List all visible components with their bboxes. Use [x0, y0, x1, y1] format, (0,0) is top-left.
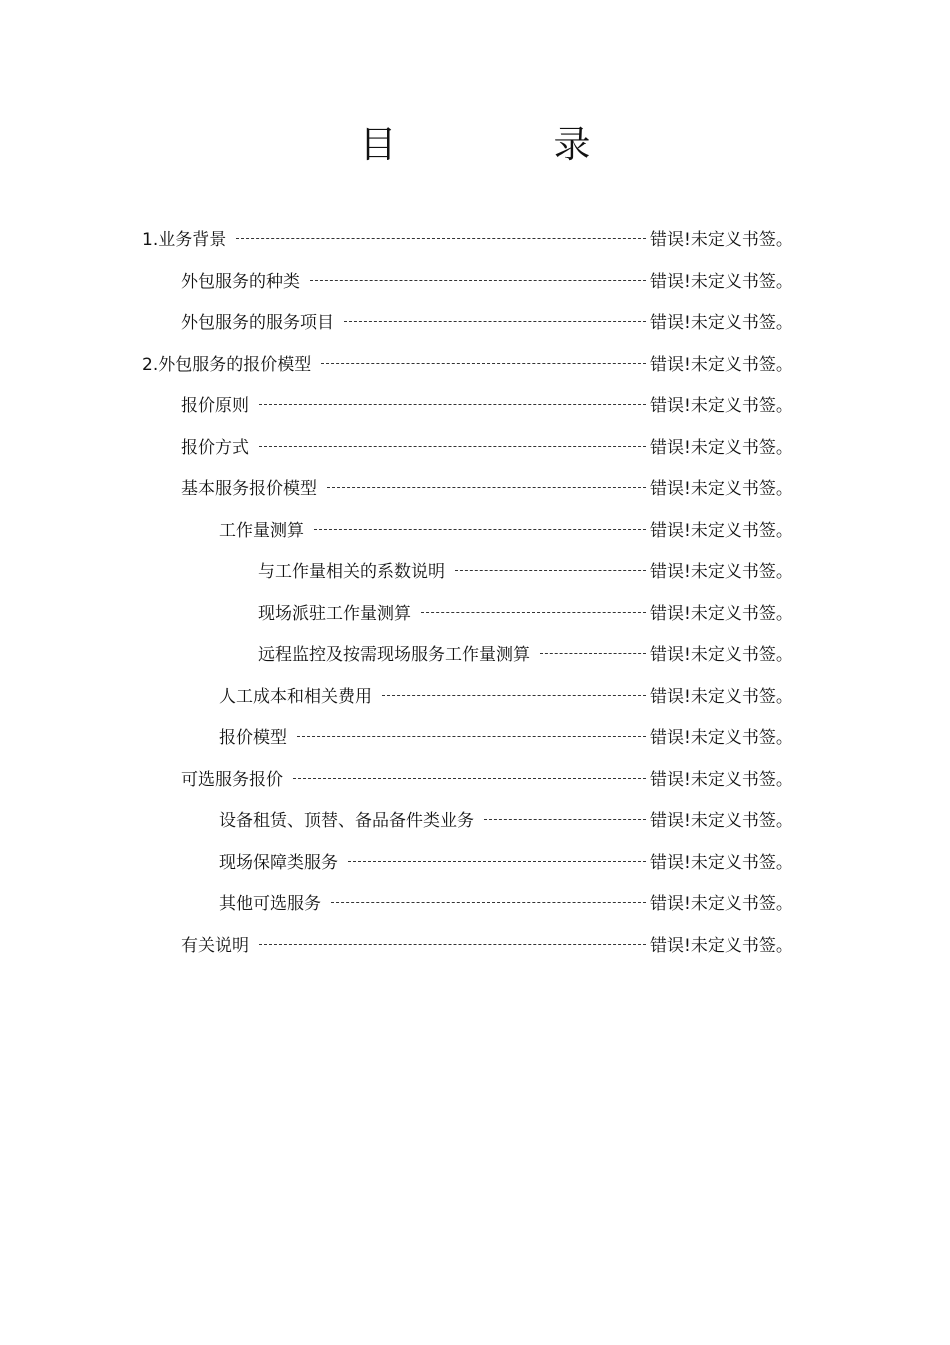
toc-entry[interactable] — [0, 217, 950, 259]
toc-dot-leader — [455, 570, 646, 571]
toc-dot-leader — [321, 363, 646, 364]
toc-entry[interactable] — [0, 591, 950, 633]
toc-dot-leader — [484, 819, 646, 820]
toc-entry[interactable] — [0, 425, 950, 467]
toc-entry-title: 可选服务报价 — [181, 769, 283, 790]
toc-entry-title: 远程监控及按需现场服务工作量测算 — [258, 645, 530, 666]
toc-entry-title: 基本服务报价模型 — [181, 479, 317, 500]
toc-entry-title: 人工成本和相关费用 — [219, 686, 372, 707]
toc-entry-page: 错误!未定义书签。 — [650, 396, 793, 417]
toc-entry-page: 错误!未定义书签。 — [650, 769, 793, 790]
toc-entry[interactable] — [0, 632, 950, 674]
toc-dot-leader — [421, 612, 646, 613]
toc-entry-page: 错误!未定义书签。 — [650, 603, 793, 624]
toc-entry-title: 有关说明 — [181, 935, 249, 956]
toc-entry-page: 错误!未定义书签。 — [650, 230, 793, 251]
toc-entry-title: 现场保障类服务 — [219, 852, 338, 873]
toc-entry-page: 错误!未定义书签。 — [650, 894, 793, 915]
toc-entry[interactable] — [0, 840, 950, 882]
toc-entry[interactable] — [0, 674, 950, 716]
toc-entry-title: 与工作量相关的系数说明 — [258, 562, 445, 583]
page-title: 目 录 — [359, 123, 651, 166]
toc-entry-title: 报价方式 — [181, 437, 249, 458]
toc-entry-title: 1.业务背景 — [142, 230, 227, 251]
toc-entry-page: 错误!未定义书签。 — [650, 686, 793, 707]
toc-entry-title: 设备租赁、顶替、备品备件类业务 — [219, 811, 474, 832]
toc-dot-leader — [259, 446, 646, 447]
toc-entry[interactable] — [0, 881, 950, 923]
toc-entry-title: 报价模型 — [219, 728, 287, 749]
toc-dot-leader — [293, 778, 646, 779]
toc-dot-leader — [327, 487, 646, 488]
toc-entry[interactable] — [0, 508, 950, 550]
toc-entry-page: 错误!未定义书签。 — [650, 728, 793, 749]
toc-entry-page: 错误!未定义书签。 — [650, 645, 793, 666]
toc-dot-leader — [382, 695, 646, 696]
toc-dot-leader — [297, 736, 646, 737]
toc-dot-leader — [348, 861, 646, 862]
toc-entry-page: 错误!未定义书签。 — [650, 437, 793, 458]
toc-entry[interactable] — [0, 715, 950, 757]
toc-dot-leader — [259, 404, 646, 405]
toc-entry-title: 外包服务的服务项目 — [181, 313, 334, 334]
toc-entry-page: 错误!未定义书签。 — [650, 313, 793, 334]
toc-entry-title: 外包服务的种类 — [181, 271, 300, 292]
toc-dot-leader — [344, 321, 646, 322]
toc-dot-leader — [310, 280, 646, 281]
toc-entry-page: 错误!未定义书签。 — [650, 479, 793, 500]
toc-entry[interactable] — [0, 757, 950, 799]
toc-entry-title: 其他可选服务 — [219, 894, 321, 915]
toc-entry[interactable] — [0, 923, 950, 965]
toc-entry-page: 错误!未定义书签。 — [650, 935, 793, 956]
toc-dot-leader — [236, 238, 646, 239]
toc-entry-title: 报价原则 — [181, 396, 249, 417]
toc-entry-title: 现场派驻工作量测算 — [258, 603, 411, 624]
toc-entry[interactable] — [0, 259, 950, 301]
toc-entry[interactable] — [0, 549, 950, 591]
toc-dot-leader — [259, 944, 646, 945]
toc-entry-page: 错误!未定义书签。 — [650, 811, 793, 832]
toc-entry-title: 工作量测算 — [219, 520, 304, 541]
toc-entry[interactable] — [0, 342, 950, 384]
toc-entry-page: 错误!未定义书签。 — [650, 562, 793, 583]
toc-entry[interactable] — [0, 300, 950, 342]
toc-entry[interactable] — [0, 383, 950, 425]
toc-dot-leader — [331, 902, 646, 903]
toc-dot-leader — [540, 653, 646, 654]
toc-entry[interactable] — [0, 798, 950, 840]
toc-entry-page: 错误!未定义书签。 — [650, 354, 793, 375]
toc-entry-page: 错误!未定义书签。 — [650, 520, 793, 541]
toc-entry-page: 错误!未定义书签。 — [650, 271, 793, 292]
toc-dot-leader — [314, 529, 646, 530]
toc-entry-page: 错误!未定义书签。 — [650, 852, 793, 873]
toc-entry[interactable] — [0, 466, 950, 508]
toc-entry-title: 2.外包服务的报价模型 — [142, 354, 312, 375]
table-of-contents — [0, 217, 950, 964]
